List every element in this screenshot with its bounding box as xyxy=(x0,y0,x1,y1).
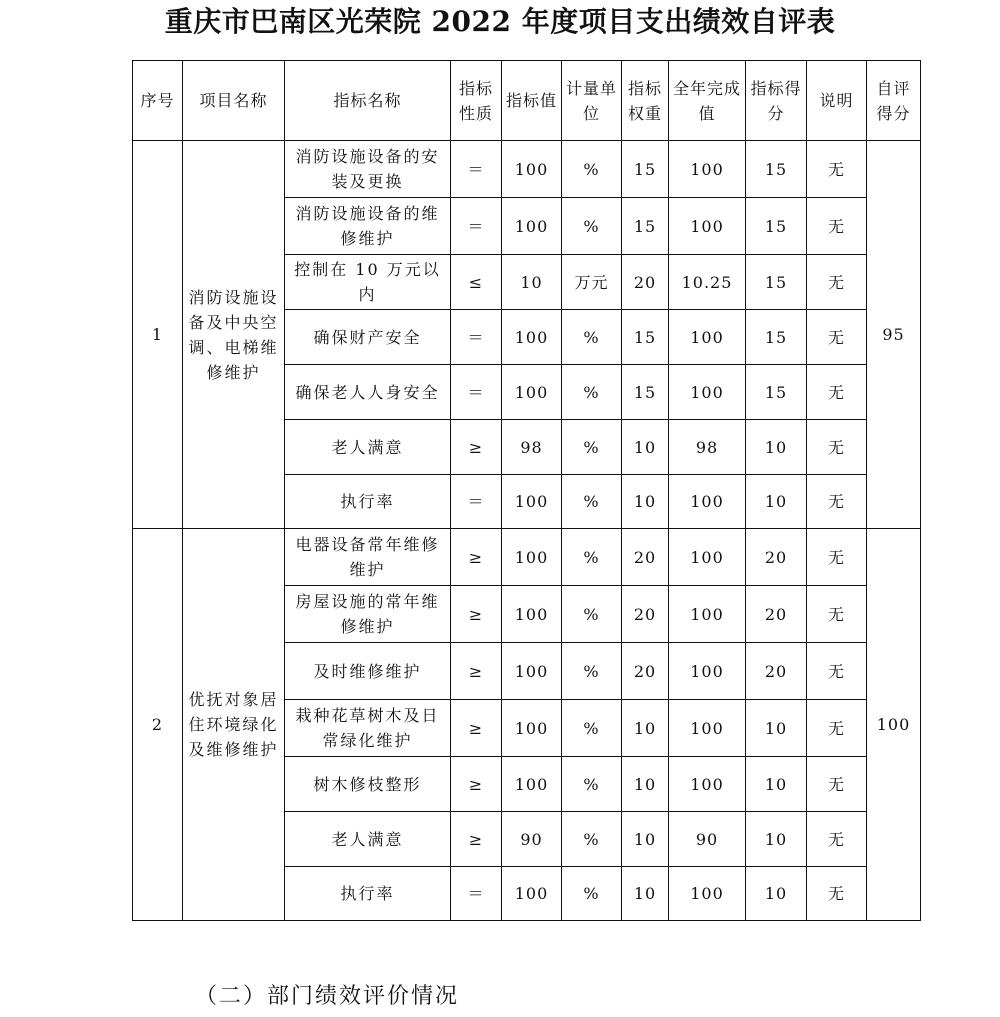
unit-cell: % xyxy=(562,198,622,255)
unit-cell: 万元 xyxy=(562,255,622,310)
header-cell: 指标得分 xyxy=(746,61,807,141)
indicator-score-cell: 10 xyxy=(746,420,807,475)
indicator-name-cell: 消防设施设备的安装及更换 xyxy=(285,141,451,198)
indicator-value-cell: 10 xyxy=(502,255,562,310)
unit-cell: % xyxy=(562,141,622,198)
indicator-nature-cell: ＝ xyxy=(451,141,502,198)
actual-value-cell: 98 xyxy=(669,420,746,475)
indicator-name-cell: 栽种花草树木及日常绿化维护 xyxy=(285,700,451,757)
self-evaluation-score-cell: 100 xyxy=(867,529,921,921)
indicator-name-cell: 执行率 xyxy=(285,475,451,529)
actual-value-cell: 90 xyxy=(669,812,746,867)
indicator-name-cell: 控制在 10 万元以内 xyxy=(285,255,451,310)
weight-cell: 10 xyxy=(622,420,669,475)
project-name-cell: 优抚对象居住环境绿化及维修维护 xyxy=(183,529,285,921)
indicator-value-cell: 100 xyxy=(502,867,562,921)
unit-cell: % xyxy=(562,310,622,365)
indicator-nature-cell: ≥ xyxy=(451,757,502,812)
weight-cell: 10 xyxy=(622,867,669,921)
unit-cell: % xyxy=(562,365,622,420)
indicator-name-cell: 确保财产安全 xyxy=(285,310,451,365)
note-cell: 无 xyxy=(807,420,867,475)
weight-cell: 10 xyxy=(622,812,669,867)
indicator-score-cell: 15 xyxy=(746,255,807,310)
header-cell: 指标性质 xyxy=(451,61,502,141)
actual-value-cell: 100 xyxy=(669,198,746,255)
project-number-cell: 2 xyxy=(133,529,183,921)
note-cell: 无 xyxy=(807,310,867,365)
indicator-name-cell: 确保老人人身安全 xyxy=(285,365,451,420)
note-cell: 无 xyxy=(807,141,867,198)
weight-cell: 20 xyxy=(622,643,669,700)
actual-value-cell: 100 xyxy=(669,529,746,586)
indicator-nature-cell: ≥ xyxy=(451,700,502,757)
indicator-nature-cell: ≥ xyxy=(451,529,502,586)
indicator-value-cell: 100 xyxy=(502,141,562,198)
indicator-value-cell: 100 xyxy=(502,365,562,420)
indicator-name-cell: 老人满意 xyxy=(285,812,451,867)
indicator-value-cell: 98 xyxy=(502,420,562,475)
indicator-nature-cell: ＝ xyxy=(451,365,502,420)
header-cell: 指标名称 xyxy=(285,61,451,141)
weight-cell: 15 xyxy=(622,198,669,255)
indicator-score-cell: 15 xyxy=(746,310,807,365)
indicator-nature-cell: ≥ xyxy=(451,420,502,475)
indicator-score-cell: 15 xyxy=(746,365,807,420)
unit-cell: % xyxy=(562,643,622,700)
indicator-score-cell: 15 xyxy=(746,141,807,198)
indicator-name-cell: 电器设备常年维修维护 xyxy=(285,529,451,586)
unit-cell: % xyxy=(562,812,622,867)
indicator-nature-cell: ＝ xyxy=(451,310,502,365)
weight-cell: 20 xyxy=(622,529,669,586)
header-row xyxy=(133,61,921,141)
header-cell: 全年完成值 xyxy=(669,61,746,141)
indicator-nature-cell: ≥ xyxy=(451,812,502,867)
indicator-value-cell: 100 xyxy=(502,310,562,365)
unit-cell: % xyxy=(562,757,622,812)
weight-cell: 20 xyxy=(622,586,669,643)
header-cell: 指标权重 xyxy=(622,61,669,141)
header-cell: 自评得分 xyxy=(867,61,921,141)
header-cell: 计量单位 xyxy=(562,61,622,141)
actual-value-cell: 100 xyxy=(669,867,746,921)
table-row xyxy=(133,529,921,586)
indicator-nature-cell: ≤ xyxy=(451,255,502,310)
note-cell: 无 xyxy=(807,867,867,921)
note-cell: 无 xyxy=(807,198,867,255)
indicator-value-cell: 90 xyxy=(502,812,562,867)
project-name-cell: 消防设施设备及中央空调、电梯维修维护 xyxy=(183,141,285,529)
header-cell: 序号 xyxy=(133,61,183,141)
note-cell: 无 xyxy=(807,757,867,812)
actual-value-cell: 100 xyxy=(669,700,746,757)
indicator-value-cell: 100 xyxy=(502,529,562,586)
indicator-name-cell: 消防设施设备的维修维护 xyxy=(285,198,451,255)
indicator-nature-cell: ＝ xyxy=(451,867,502,921)
indicator-name-cell: 执行率 xyxy=(285,867,451,921)
actual-value-cell: 100 xyxy=(669,475,746,529)
header-cell: 指标值 xyxy=(502,61,562,141)
indicator-score-cell: 10 xyxy=(746,812,807,867)
performance-table xyxy=(132,60,921,921)
indicator-score-cell: 10 xyxy=(746,757,807,812)
note-cell: 无 xyxy=(807,586,867,643)
indicator-name-cell: 树木修枝整形 xyxy=(285,757,451,812)
actual-value-cell: 100 xyxy=(669,141,746,198)
indicator-value-cell: 100 xyxy=(502,586,562,643)
note-cell: 无 xyxy=(807,643,867,700)
weight-cell: 15 xyxy=(622,310,669,365)
actual-value-cell: 100 xyxy=(669,310,746,365)
project-number-cell: 1 xyxy=(133,141,183,529)
indicator-score-cell: 20 xyxy=(746,529,807,586)
note-cell: 无 xyxy=(807,700,867,757)
indicator-value-cell: 100 xyxy=(502,475,562,529)
weight-cell: 10 xyxy=(622,700,669,757)
indicator-nature-cell: ＝ xyxy=(451,198,502,255)
unit-cell: % xyxy=(562,700,622,757)
indicator-score-cell: 10 xyxy=(746,700,807,757)
indicator-value-cell: 100 xyxy=(502,700,562,757)
section-heading: （二）部门绩效评价情况 xyxy=(195,984,460,1009)
actual-value-cell: 10.25 xyxy=(669,255,746,310)
indicator-score-cell: 20 xyxy=(746,586,807,643)
header-cell: 说明 xyxy=(807,61,867,141)
weight-cell: 10 xyxy=(622,757,669,812)
note-cell: 无 xyxy=(807,365,867,420)
weight-cell: 15 xyxy=(622,141,669,198)
weight-cell: 20 xyxy=(622,255,669,310)
indicator-score-cell: 10 xyxy=(746,867,807,921)
indicator-name-cell: 及时维修维护 xyxy=(285,643,451,700)
indicator-nature-cell: ≥ xyxy=(451,586,502,643)
weight-cell: 15 xyxy=(622,365,669,420)
indicator-value-cell: 100 xyxy=(502,643,562,700)
indicator-value-cell: 100 xyxy=(502,757,562,812)
weight-cell: 10 xyxy=(622,475,669,529)
unit-cell: % xyxy=(562,867,622,921)
indicator-score-cell: 20 xyxy=(746,643,807,700)
indicator-name-cell: 老人满意 xyxy=(285,420,451,475)
unit-cell: % xyxy=(562,475,622,529)
indicator-nature-cell: ＝ xyxy=(451,475,502,529)
unit-cell: % xyxy=(562,420,622,475)
document-title: 重庆市巴南区光荣院 2022 年度项目支出绩效自评表 xyxy=(164,5,836,38)
indicator-score-cell: 10 xyxy=(746,475,807,529)
note-cell: 无 xyxy=(807,812,867,867)
unit-cell: % xyxy=(562,529,622,586)
unit-cell: % xyxy=(562,586,622,643)
actual-value-cell: 100 xyxy=(669,586,746,643)
indicator-value-cell: 100 xyxy=(502,198,562,255)
note-cell: 无 xyxy=(807,475,867,529)
indicator-score-cell: 15 xyxy=(746,198,807,255)
note-cell: 无 xyxy=(807,255,867,310)
indicator-name-cell: 房屋设施的常年维修维护 xyxy=(285,586,451,643)
header-cell: 项目名称 xyxy=(183,61,285,141)
table-row xyxy=(133,141,921,198)
actual-value-cell: 100 xyxy=(669,643,746,700)
note-cell: 无 xyxy=(807,529,867,586)
self-evaluation-score-cell: 95 xyxy=(867,141,921,529)
indicator-nature-cell: ≥ xyxy=(451,643,502,700)
actual-value-cell: 100 xyxy=(669,757,746,812)
actual-value-cell: 100 xyxy=(669,365,746,420)
